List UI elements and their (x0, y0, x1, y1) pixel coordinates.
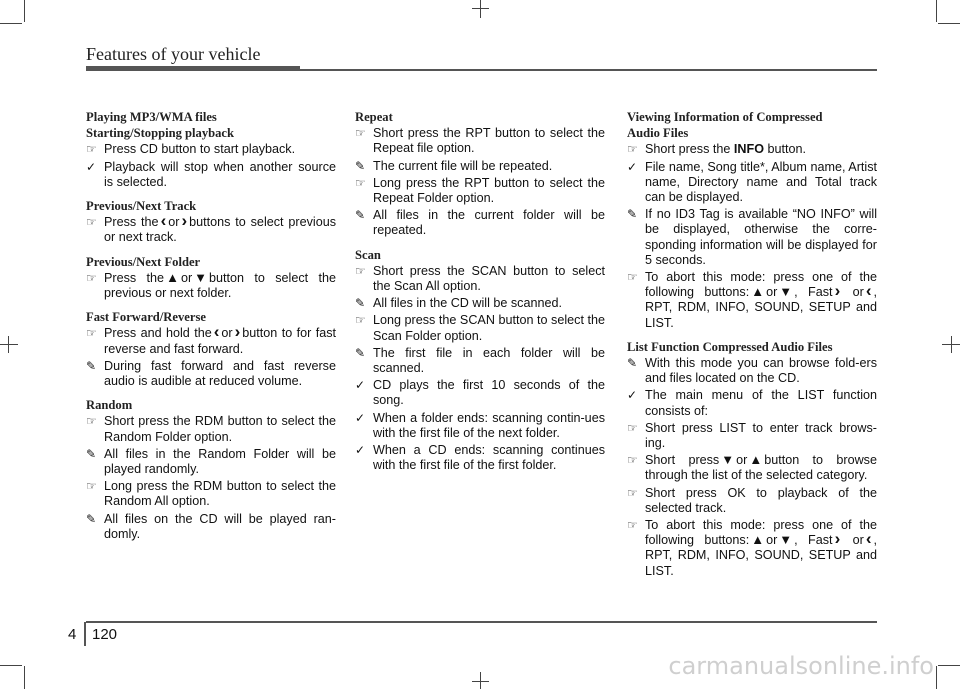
note-icon: ✎ (355, 296, 366, 311)
chevron-left-icon: ‹ (160, 211, 167, 231)
heading-viewing-info: Viewing Information of Compressed (627, 110, 823, 124)
crop-mark (24, 0, 25, 22)
heading-playing-files: Playing MP3/WMA files (86, 110, 217, 124)
list-item: ✎ All files in the CD will be scanned. (355, 296, 562, 311)
crop-mark (938, 23, 960, 24)
crop-mark (936, 666, 937, 689)
arrow-down-icon: ▼ (721, 452, 735, 468)
note-icon: ✎ (86, 511, 97, 526)
list-item: ✎ All files in the Random Folder will be played randomly. (86, 446, 336, 477)
note-icon: ✎ (355, 158, 366, 173)
pointing-hand-icon: ☞ (86, 479, 97, 494)
column-right (627, 110, 877, 581)
heading-random: Random (86, 398, 133, 413)
registration-mark (472, 8, 489, 9)
crop-mark (0, 665, 22, 666)
chevron-right-icon: › (181, 211, 188, 231)
pointing-hand-icon: ☞ (86, 414, 97, 429)
chapter-number: 4 (68, 626, 77, 643)
registration-mark (0, 344, 18, 345)
list-item: ☞ Short press the SCAN button to select the Scan All option. (355, 263, 605, 294)
list-item: ☞ Short press the RPT button to select the Repeat file option. (355, 126, 605, 156)
chevron-left-icon: ‹ (865, 529, 872, 549)
list-item: ✎ All files in the current folder will be repeated. (355, 208, 605, 238)
header-rule-thick (86, 66, 300, 71)
chevron-left-icon: ‹ (865, 281, 872, 301)
heading-prev-next-folder: Previous/Next Folder (86, 254, 201, 269)
registration-mark (951, 336, 952, 353)
footer-divider (84, 622, 86, 646)
crop-mark (936, 0, 937, 22)
pointing-hand-icon: ☞ (355, 126, 366, 141)
registration-mark (480, 0, 481, 18)
arrow-up-icon: ▲ (749, 452, 763, 468)
page-header-title: Features of your vehicle (86, 44, 261, 64)
list-item: ☞ Long press the SCAN button to select the Scan Folder option. (355, 313, 605, 343)
list-item: ✎ The current file will be repeated. (355, 158, 553, 173)
pointing-hand-icon: ☞ (627, 453, 638, 468)
arrow-down-icon: ▼ (194, 269, 208, 285)
pointing-hand-icon: ☞ (86, 215, 97, 230)
pointing-hand-icon: ☞ (627, 420, 638, 435)
list-item: ☞ Short press the INFO button. (627, 142, 807, 157)
chevron-right-icon: › (834, 529, 841, 549)
note-icon: ✎ (86, 446, 97, 461)
footer-rule (86, 621, 877, 623)
list-item: ✓ File name, Song title*, Album name, Artist name, Directory name and Total track can be displayed. (627, 159, 877, 205)
watermark: carmanualsonline.info (668, 652, 934, 680)
list-item: ✓ Playback will stop when another source is selected. (86, 159, 336, 189)
crop-mark (938, 665, 960, 666)
checkmark-icon: ✓ (355, 410, 366, 425)
list-item: ☞ Press and hold the ‹ or › button to for fast reverse and fast forward. (86, 322, 336, 356)
heading-fast-forward-reverse: Fast Forward/Reverse (86, 310, 206, 325)
column-middle (355, 110, 605, 475)
list-item: ☞ Short press OK to playback of the selected track. (627, 485, 877, 515)
arrow-up-icon: ▲ (166, 269, 179, 285)
note-icon: ✎ (86, 358, 97, 373)
list-item: ☞ To abort this mode: press one of the following buttons: ▲ or ▼ , Fast › or ‹ , RPT, RDM, INFO, SOUND, SETUP and LIST. (627, 518, 877, 578)
list-item: ☞ To abort this mode: press one of the following buttons: ▲ or ▼ , Fast › or ‹ , RPT, RDM, INFO, SOUND, SETUP and LIST. (627, 270, 877, 330)
checkmark-icon: ✓ (86, 159, 97, 174)
heading-start-stop: Starting/Stopping playback (86, 126, 235, 141)
pointing-hand-icon: ☞ (627, 142, 638, 157)
pointing-hand-icon: ☞ (627, 270, 638, 285)
crop-mark (24, 666, 25, 689)
list-item: ✓ CD plays the first 10 seconds of the song. (355, 378, 605, 408)
list-item: ✓ The main menu of the LIST function consists of: (627, 388, 877, 418)
list-item: ✓ When a CD ends: scanning continues with the first file of the first folder. (355, 443, 605, 473)
registration-mark (8, 336, 9, 353)
list-item: ✎ The first file in each folder will be scanned. (355, 345, 605, 376)
list-item: ☞ Short press ▼ or ▲ button to browse through the list of the selected category. (627, 452, 877, 483)
list-item: ✓ When a folder ends: scanning contin-ues with the first file of the next folder. (355, 410, 605, 440)
checkmark-icon: ✓ (627, 159, 638, 174)
list-item: ✎ If no ID3 Tag is available “NO INFO” will be displayed, otherwise the corre-sponding information will be displayed for 5 seconds. (627, 207, 877, 267)
chevron-right-icon: › (834, 281, 841, 301)
pointing-hand-icon: ☞ (627, 518, 638, 533)
note-icon: ✎ (627, 356, 638, 371)
note-icon: ✎ (355, 345, 366, 360)
info-keyword: INFO (733, 142, 764, 157)
heading-list-function: List Function Compressed Audio Files (627, 339, 833, 354)
list-item: ✎ All files on the CD will be played ran-domly. (86, 511, 336, 541)
pointing-hand-icon: ☞ (355, 313, 366, 328)
heading-scan: Scan (355, 247, 381, 262)
list-item: ☞ Press the ▲ or ▼ button to select the previous or next folder. (86, 269, 337, 301)
chevron-left-icon: ‹ (213, 322, 220, 342)
page-number: 120 (92, 626, 118, 643)
pointing-hand-icon: ☞ (86, 326, 97, 341)
heading-audio-files: Audio Files (627, 126, 689, 141)
list-item: ☞ Long press the RPT button to select the Repeat Folder option. (355, 175, 605, 206)
registration-mark (472, 681, 489, 682)
list-item: ✎ During fast forward and fast reverse audio is audible at reduced volume. (86, 358, 336, 389)
arrow-down-icon: ▼ (779, 284, 793, 300)
pointing-hand-icon: ☞ (86, 142, 97, 157)
header-rule-thin (300, 69, 877, 71)
pointing-hand-icon: ☞ (627, 485, 638, 500)
note-icon: ✎ (355, 208, 366, 223)
checkmark-icon: ✓ (355, 443, 366, 458)
list-item: ☞ Press the ‹ or › buttons to select previous or next track. (86, 211, 336, 245)
crop-mark (0, 23, 22, 24)
checkmark-icon: ✓ (355, 378, 366, 393)
heading-repeat: Repeat (355, 110, 393, 124)
list-item: ✎ With this mode you can browse fold-ers and files located on the CD. (627, 356, 877, 386)
column-left (86, 110, 336, 544)
list-item: ☞ Press CD button to start playback. (86, 142, 296, 157)
list-item: ☞ Long press the RDM button to select the Random All option. (86, 479, 336, 509)
list-item: ☞ Short press LIST to enter track brows-ing. (627, 420, 877, 451)
pointing-hand-icon: ☞ (355, 263, 366, 278)
list-item: ☞ Short press the RDM button to select the Random Folder option. (86, 414, 336, 444)
arrow-up-icon: ▲ (751, 532, 765, 548)
pointing-hand-icon: ☞ (355, 175, 366, 190)
checkmark-icon: ✓ (627, 388, 638, 403)
pointing-hand-icon: ☞ (86, 270, 97, 285)
chevron-right-icon: › (234, 322, 241, 342)
note-icon: ✎ (627, 207, 638, 222)
arrow-down-icon: ▼ (779, 532, 793, 548)
heading-prev-next-track: Previous/Next Track (86, 199, 197, 214)
arrow-up-icon: ▲ (751, 284, 765, 300)
